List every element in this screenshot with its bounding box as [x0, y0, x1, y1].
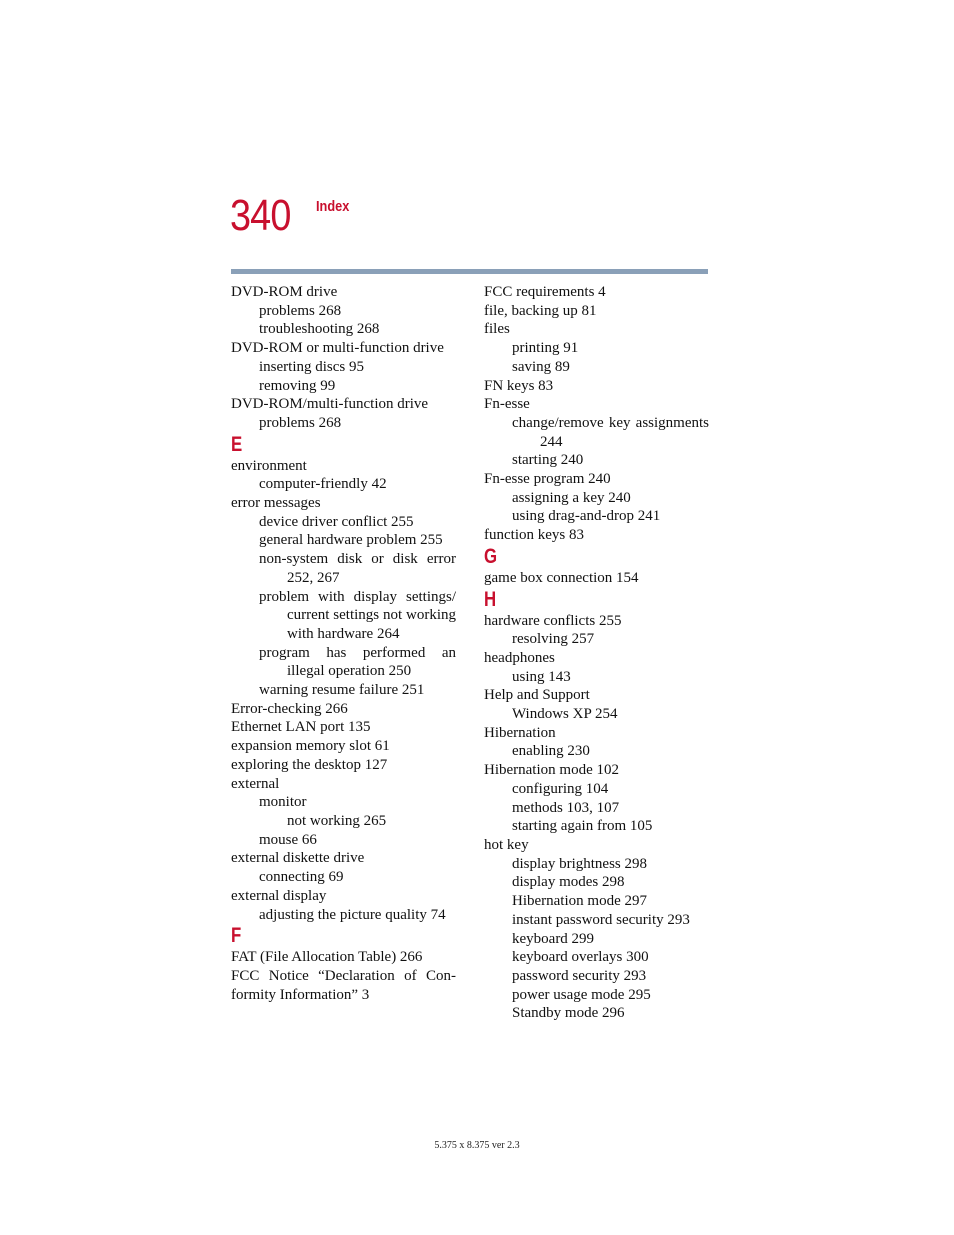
- index-subentry: adjusting the picture quality 74: [259, 906, 446, 923]
- index-letter-heading: E: [231, 432, 243, 456]
- index-subentry: monitor: [259, 794, 307, 811]
- index-entry: headphones: [484, 649, 555, 666]
- page-number: 340: [230, 191, 291, 240]
- index-entry: error messages: [231, 495, 321, 512]
- index-subentry: keyboard 299: [512, 930, 595, 947]
- index-subentry: warning resume failure 251: [259, 682, 425, 699]
- index-subentry: password security 293: [512, 967, 647, 984]
- index-subentry: device driver conflict 255: [259, 513, 414, 530]
- index-subentry: power usage mode 295: [512, 986, 651, 1003]
- index-subentry: Windows XP 254: [512, 706, 618, 723]
- index-entry: Fn-esse: [484, 396, 530, 413]
- header-rule: [231, 269, 708, 274]
- index-entry: file, backing up 81: [484, 302, 597, 319]
- index-subentry: instant password security 293: [512, 911, 690, 928]
- index-entry: Hibernation mode 102: [484, 762, 619, 779]
- index-entry: external display: [231, 887, 327, 904]
- index-entry: FCC requirements 4: [484, 284, 606, 300]
- index-entry: hardware conflicts 255: [484, 612, 622, 629]
- index-entry: external diskette drive: [231, 850, 365, 867]
- index-subentry: methods 103, 107: [512, 799, 620, 816]
- index-column-left: [231, 283, 456, 1004]
- index-letter-heading: H: [484, 587, 497, 611]
- index-column-right: [484, 283, 709, 1023]
- index-subentry: mouse 66: [259, 831, 317, 848]
- index-subentry: enabling 230: [512, 743, 590, 760]
- index-entry: external: [231, 775, 280, 792]
- index-subentry: problems 268: [259, 302, 342, 319]
- index-subentry: computer-friendly 42: [259, 476, 387, 493]
- index-entry: FN keys 83: [484, 377, 554, 394]
- index-subentry: non-system disk or disk error 252, 267: [259, 551, 456, 586]
- index-subentry: starting 240: [512, 452, 584, 469]
- index-subentry: saving 89: [512, 358, 570, 375]
- index-subentry: display brightness 298: [512, 855, 647, 872]
- index-entry: FAT (File Allocation Table) 266: [231, 949, 423, 966]
- index-subentry: inserting discs 95: [259, 358, 364, 375]
- index-subentry: assigning a key 240: [512, 489, 631, 506]
- index-subentry: Standby mode 296: [512, 1005, 625, 1022]
- index-letter-heading: G: [484, 544, 498, 568]
- index-subentry: change/remove key assignments 244: [512, 414, 709, 450]
- index-entry: Error-checking 266: [231, 700, 348, 717]
- index-subentry: using drag-and-drop 241: [512, 508, 661, 525]
- index-subentry: Hibernation mode 297: [512, 893, 647, 910]
- index-subentry: resolving 257: [512, 631, 595, 648]
- index-subentry: problems 268: [259, 414, 342, 431]
- index-subentry: problem with display settings/ current settings not working with hardware 264: [259, 588, 456, 642]
- index-entry: Hibernation: [484, 724, 556, 741]
- index-entry: expansion memory slot 61: [231, 738, 390, 755]
- index-subentry: removing 99: [259, 377, 336, 394]
- index-entry: files: [484, 321, 510, 338]
- index-entry: DVD-ROM/multi-function drive: [231, 396, 429, 413]
- index-subentry: keyboard overlays 300: [512, 949, 649, 966]
- index-entry: exploring the desktop 127: [231, 756, 388, 773]
- index-subentry: using 143: [512, 668, 571, 685]
- index-subentry: program has performed an illegal operation 250: [259, 644, 456, 680]
- index-subentry: connecting 69: [259, 869, 344, 886]
- index-entry: Fn-esse program 240: [484, 471, 611, 488]
- index-subentry: troubleshooting 268: [259, 321, 380, 338]
- index-entry: Ethernet LAN port 135: [231, 719, 371, 736]
- index-letter-heading: F: [231, 924, 242, 948]
- index-subentry: starting again from 105: [512, 818, 653, 835]
- index-entry: DVD-ROM or multi-function drive: [231, 340, 444, 357]
- index-entry: FCC Notice “Declaration of Con- formity Information” 3: [231, 967, 456, 1003]
- index-entry: game box connection 154: [484, 569, 639, 586]
- index-subentry: display modes 298: [512, 874, 625, 891]
- index-entry: environment: [231, 457, 307, 474]
- index-subentry: not working 265: [287, 812, 387, 829]
- index-subentry: configuring 104: [512, 780, 609, 797]
- index-entry: Help and Support: [484, 687, 590, 704]
- index-entry: DVD-ROM drive: [231, 284, 338, 300]
- section-title: Index: [316, 198, 350, 215]
- index-entry: hot key: [484, 836, 529, 853]
- index-subentry: general hardware problem 255: [259, 532, 443, 549]
- index-subentry: printing 91: [512, 340, 579, 357]
- index-entry: function keys 83: [484, 527, 584, 544]
- footer-print-spec: 5.375 x 8.375 ver 2.3: [434, 1140, 520, 1151]
